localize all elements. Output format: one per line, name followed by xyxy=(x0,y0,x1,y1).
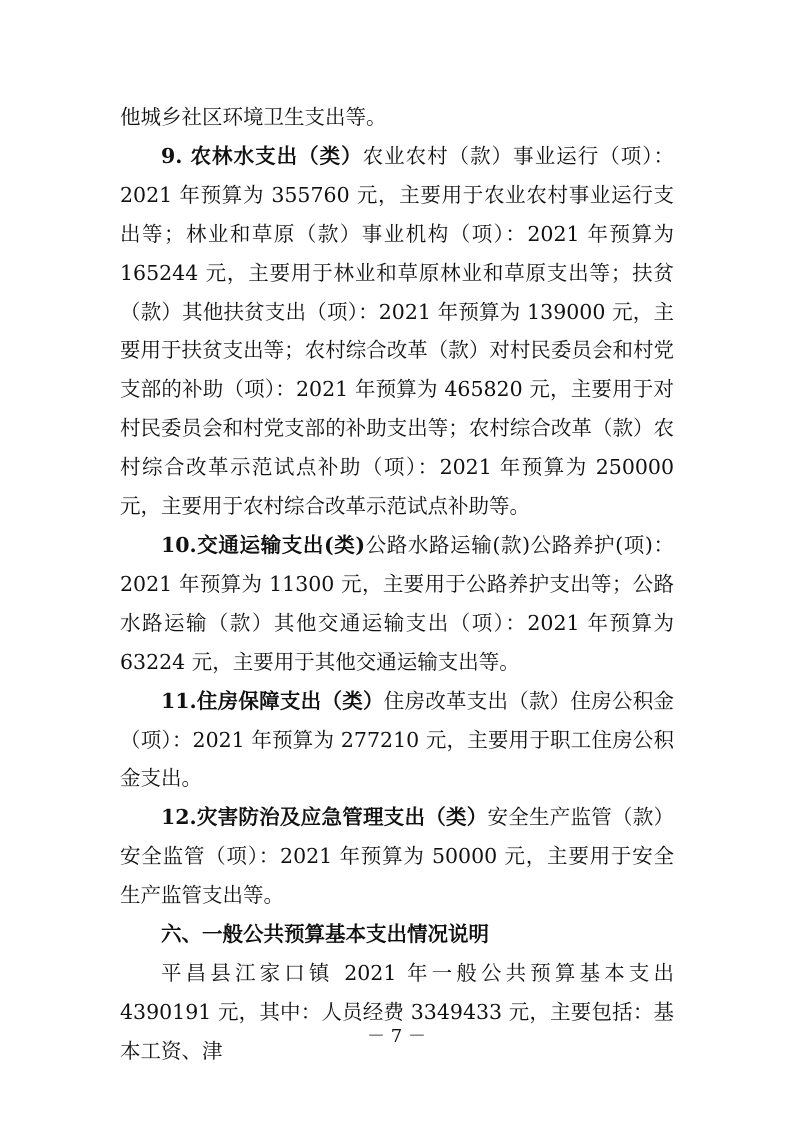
paragraph-disaster xyxy=(120,798,674,915)
heading-housing: 11.住房保障支出（类） xyxy=(161,688,384,713)
text-housing: 住房改革支出（款）住房公积金（项）：2021 年预算为 277210 元，主要用于职工住房公积金支出。 xyxy=(120,688,674,791)
paragraph-housing xyxy=(120,682,674,799)
heading-disaster: 12.灾害防治及应急管理支出（类） xyxy=(161,805,488,830)
heading-agriculture: 9. 农林水支出（类） xyxy=(161,143,363,168)
text-transport: 公路水路运输(款)公路养护(项)：2021 年预算为 11300 元，主要用于公路养护支出等；公路水路运输（款）其他交通运输支出（项）：2021 年预算为 63224 元，主要用于其他交通运输支出等。 xyxy=(120,532,674,674)
paragraph-continuation: 他城乡社区环境卫生支出等。 xyxy=(120,105,387,129)
paragraph-agriculture xyxy=(120,137,674,526)
paragraph-basic-expenditure: 平昌县江家口镇 2021 年一般公共预算基本支出 4390191 元，其中：人员经费 3349433 元，主要包括：基本工资、津 xyxy=(120,960,674,1063)
text-agriculture: 农业农村（款）事业运行（项）：2021 年预算为 355760 元，主要用于农业农村事业运行支出等；林业和草原（款）事业机构（项）：2021 年预算为 165244 元，主要用于林业和草原林业和草原支出等；扶贫（款）其他扶贫支出（项）：2021 年预算为 139000 元，主要用于扶贫支出等；农村综合改革（款）对村民委员会和村党支部的补助（项）：2021 年预算为 465820 元，主要用于对村民委员会和村党支部的补助支出等；农村综合改革（款）农村综合改革示范试点补助（项）：2021 年预算为 250000 元，主要用于农村综合改革示范试点补助等。 xyxy=(120,143,674,519)
section-title: 六、一般公共预算基本支出情况说明 xyxy=(161,922,489,947)
text-disaster: 安全生产监管（款）安全监管（项）：2021 年预算为 50000 元，主要用于安全生产监管支出等。 xyxy=(120,805,674,908)
paragraph-transport xyxy=(120,526,674,682)
body-text xyxy=(120,98,674,1071)
heading-transport: 10.交通运输支出(类) xyxy=(161,532,366,557)
page-number: － 7 － xyxy=(367,1026,426,1047)
